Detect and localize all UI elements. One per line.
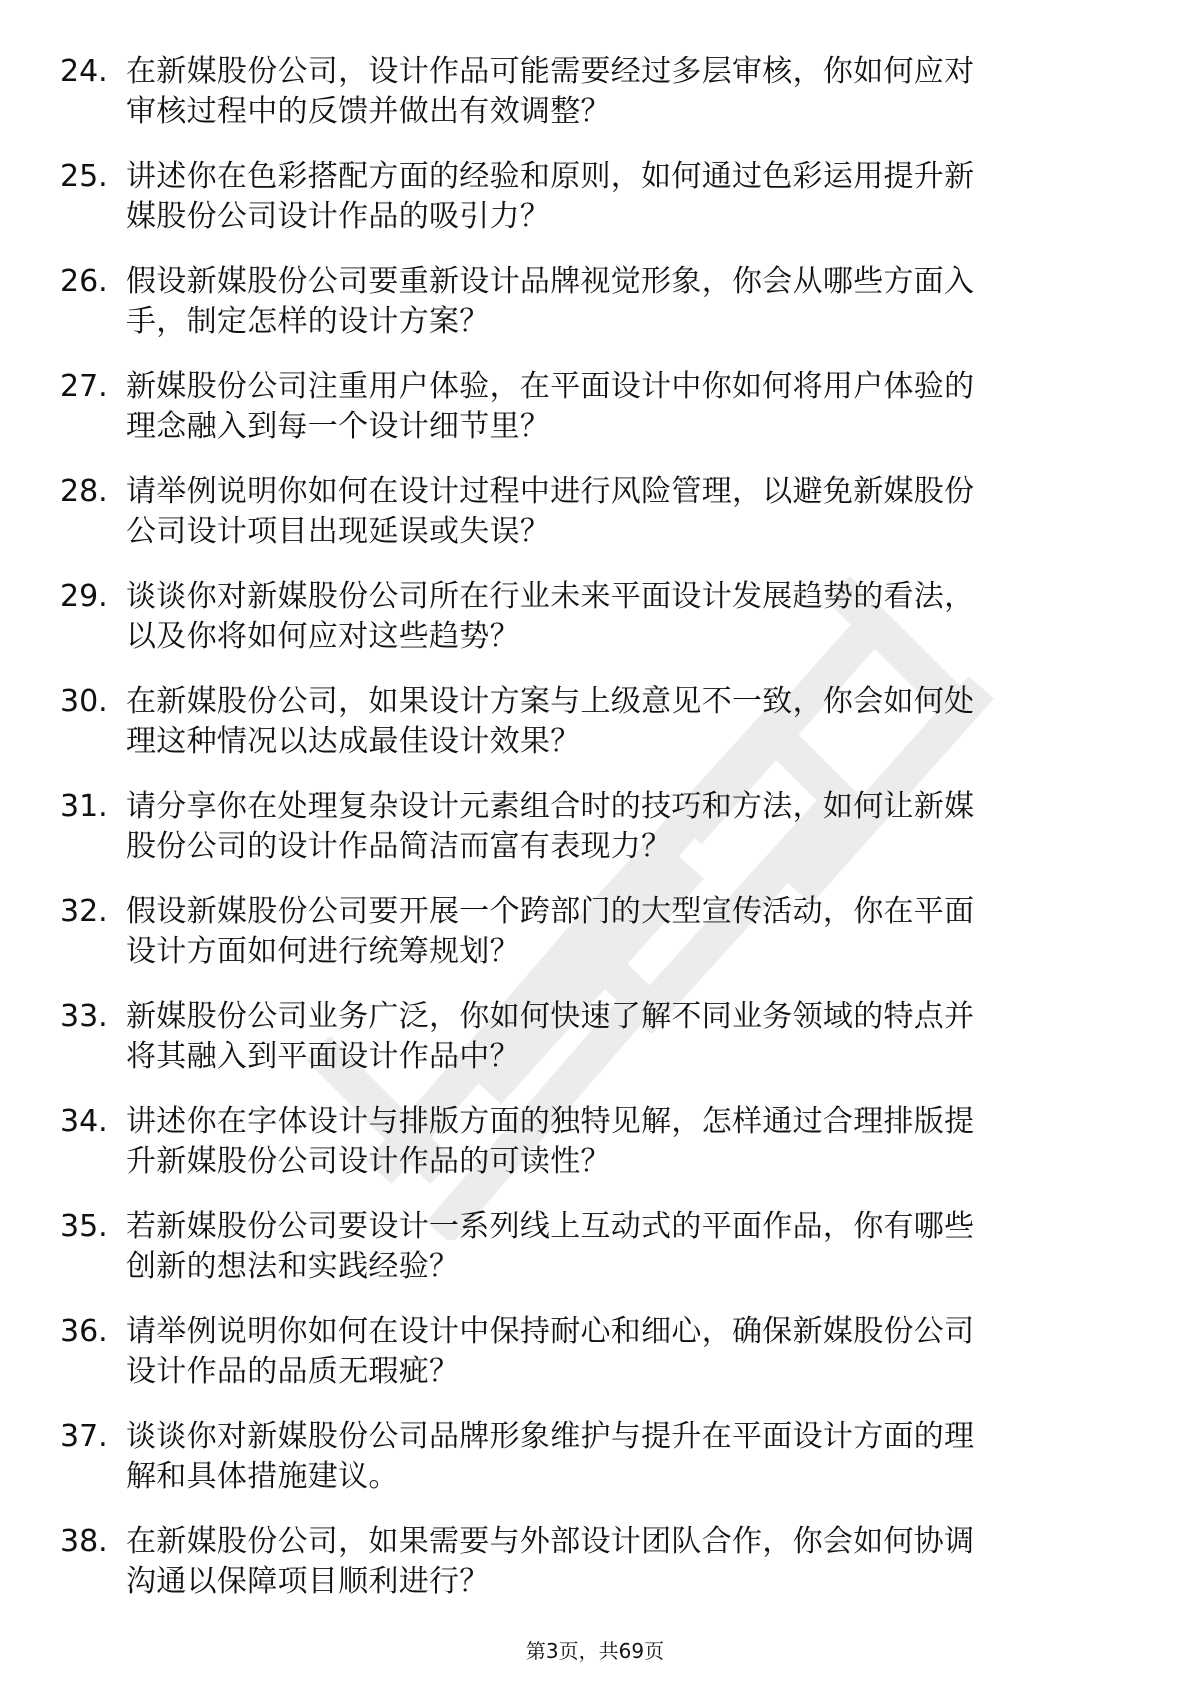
question-item <box>60 367 1140 472</box>
question-number: 28. <box>60 474 108 509</box>
question-text: 讲述你在字体设计与排版方面的独特见解，怎样通过合理排版提 升新媒股份公司设计作品的可读性？ <box>126 1104 975 1179</box>
question-text: 若新媒股份公司要设计一系列线上互动式的平面作品，你有哪些 创新的想法和实践经验？ <box>126 1209 975 1284</box>
page-number-label: 第3页，共69页 <box>525 1639 665 1663</box>
question-text: 请分享你在处理复杂设计元素组合时的技巧和方法，如何让新媒 股份公司的设计作品简洁而富有表现力？ <box>126 789 975 864</box>
question-item <box>60 997 1140 1102</box>
question-item <box>60 1522 1140 1627</box>
question-number: 33. <box>60 999 108 1034</box>
question-text: 请举例说明你如何在设计过程中进行风险管理，以避免新媒股份 公司设计项目出现延误或失误？ <box>126 474 975 549</box>
page-footer <box>0 1638 1190 1664</box>
question-number: 29. <box>60 579 108 614</box>
question-text: 在新媒股份公司，如果设计方案与上级意见不一致，你会如何处 理这种情况以达成最佳设计效果？ <box>126 684 975 759</box>
question-text: 在新媒股份公司，设计作品可能需要经过多层审核，你如何应对 审核过程中的反馈并做出有效调整？ <box>126 54 975 129</box>
question-text: 谈谈你对新媒股份公司品牌形象维护与提升在平面设计方面的理 解和具体措施建议。 <box>126 1419 975 1494</box>
question-number: 30. <box>60 684 108 719</box>
question-item <box>60 1102 1140 1207</box>
question-item <box>60 892 1140 997</box>
question-text: 假设新媒股份公司要重新设计品牌视觉形象，你会从哪些方面入 手，制定怎样的设计方案？ <box>126 264 975 339</box>
question-item <box>60 682 1140 787</box>
question-item <box>60 157 1140 262</box>
question-number: 24. <box>60 54 108 89</box>
question-number: 26. <box>60 264 108 299</box>
question-number: 36. <box>60 1314 108 1349</box>
question-number: 34. <box>60 1104 108 1139</box>
question-list <box>60 52 1140 1627</box>
question-text: 新媒股份公司注重用户体验，在平面设计中你如何将用户体验的 理念融入到每一个设计细节里？ <box>126 369 975 444</box>
question-item <box>60 1312 1140 1417</box>
question-number: 27. <box>60 369 108 404</box>
question-item <box>60 787 1140 892</box>
question-item <box>60 1417 1140 1522</box>
question-number: 25. <box>60 159 108 194</box>
question-text: 请举例说明你如何在设计中保持耐心和细心，确保新媒股份公司 设计作品的品质无瑕疵？ <box>126 1314 975 1389</box>
question-item <box>60 262 1140 367</box>
question-item <box>60 1207 1140 1312</box>
question-number: 32. <box>60 894 108 929</box>
question-text: 讲述你在色彩搭配方面的经验和原则，如何通过色彩运用提升新 媒股份公司设计作品的吸引力？ <box>126 159 975 234</box>
question-text: 在新媒股份公司，如果需要与外部设计团队合作，你会如何协调 沟通以保障项目顺利进行？ <box>126 1524 975 1599</box>
question-number: 35. <box>60 1209 108 1244</box>
question-number: 31. <box>60 789 108 824</box>
question-item <box>60 52 1140 157</box>
question-item <box>60 577 1140 682</box>
question-text: 假设新媒股份公司要开展一个跨部门的大型宣传活动，你在平面 设计方面如何进行统筹规划？ <box>126 894 975 969</box>
question-text: 谈谈你对新媒股份公司所在行业未来平面设计发展趋势的看法， 以及你将如何应对这些趋势？ <box>126 579 975 654</box>
question-item <box>60 472 1140 577</box>
question-number: 38. <box>60 1524 108 1559</box>
question-text: 新媒股份公司业务广泛，你如何快速了解不同业务领域的特点并 将其融入到平面设计作品中？ <box>126 999 975 1074</box>
question-number: 37. <box>60 1419 108 1454</box>
